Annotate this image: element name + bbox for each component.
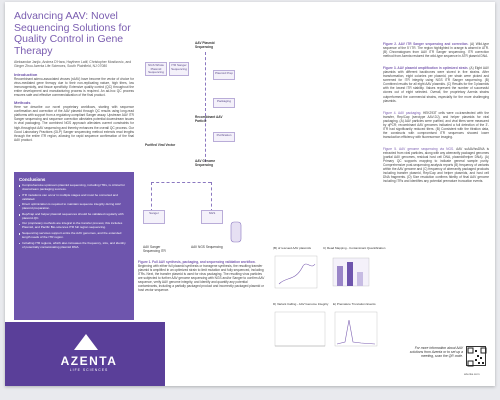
methods-text: Here we describe our novel proprietary workflows, starting with sequence confirmation and correction of the AAV plasmid through QC results using long-read platforms with support from a regulatory-compliant Sanger assay. Upstream AAV ITR Sanger sequencing and sequence correction alleviates potential downstream issues in viral packaging. The combined NGS approach alleviates current constraints for high-throughput AAV sequencing and thereby enhances the overall QC process. Our Good Laboratory Practices (GLP) Sanger sequencing method extends read lengths through the entire ITR region, allowing for rapid sequence confirmation of the final AAV product.	[14, 105, 134, 142]
flow-branch-line	[151, 182, 211, 183]
chart-c	[323, 254, 381, 294]
methods-heading: Methods	[14, 100, 31, 106]
list-item: Including ITR regions, which also increases the frequency, size, and identity of potentially contaminating plasmid DNA.	[19, 242, 129, 250]
intro-heading: Introduction	[14, 71, 38, 77]
chart-d-title: D) Variant Calling - AAV Genome Integrity	[273, 302, 329, 306]
node-ngs: NGS	[201, 210, 223, 224]
workflow-diagram	[143, 10, 268, 258]
brand-subtitle: LIFE SCIENCES	[69, 368, 109, 372]
list-item: Rep/Cap and helper plasmid sequences should be validated regularly with plasmid-QC.	[19, 213, 129, 221]
node-ngs-whole-plasmid: NGS Whole Plasmid Sequencing	[145, 62, 167, 76]
label-aav-plasmid: AAV Plasmid Sequencing	[195, 41, 215, 49]
chart-e	[331, 308, 381, 352]
qr-code-icon[interactable]	[466, 346, 486, 366]
qr-note: For more information about AAV solutions from Azenta or to set up a meeting, scan the QR code.	[409, 346, 463, 359]
conclusions-box	[14, 172, 134, 320]
figure3-lead: Figure 3. AAV plasmid amplification in optimized strain.	[383, 66, 469, 71]
chart-e-title: E) Premature Truncation Events	[333, 302, 376, 306]
node-sanger: Sanger	[143, 210, 165, 224]
list-item: Comprehensive upstream plasmid sequencing, including ITRs, is critical for downstream packaging success.	[19, 184, 129, 192]
label-aav-genome: AAV Genome Sequencing	[195, 159, 216, 167]
conclusions-list	[19, 184, 129, 249]
figure1-lead: Figure 1. Full AAV synthesis, packaging, and sequencing validation workflow.	[138, 260, 256, 264]
brand-block	[14, 322, 154, 386]
node-packaging: Packaging	[213, 98, 235, 108]
flow-line	[211, 182, 212, 212]
figure4-text: HEK293T cells were co-transfected with the transfer, Rep/Cap (serotype AAV-DJ), and helper plasmids for viral packaging. (A) AAV particles were purified, and viral titers were measured by qPCR; recombinant AAV genomes indicated a full detection of the 3'-ITR had significantly reduced titers. (B) Consistent with the titration data, the constructs with compromised ITR sequences showed lower transduction efficiency with fluorescence imaging.	[383, 110, 489, 139]
node-plasmid-prep: Plasmid Prep	[213, 70, 235, 80]
figure3-caption	[383, 66, 489, 102]
figure2-lead: Figure 2. AAV ITR Sanger sequencing and correction.	[383, 42, 469, 46]
figure2-text: (A) Wild-type sequence of the 5' ITR. The region highlighted in orange is absent in ATR. (B) Chromatogram from AAV ITR Sanger sequencing. ITR correction method from Azenta restored the wild-type sequence in ATR plasmid DNA.	[383, 42, 489, 59]
chart-b-title: (B) of rescued AAV plasmids	[273, 246, 311, 250]
label-sanger-itr: AAV Sanger Sequencing ITR	[143, 245, 166, 253]
label-purified: Purified Viral Vector	[145, 143, 176, 147]
flow-line	[205, 52, 206, 162]
figure5-text: AAV scAAV/ssDNA is extracted from viral particles, along with any aberrantly packaged genomes (partial AAV genomes, residual host cell DNA, plasmid/helper DNA). (A) Primary QC supports mapping to indicate general sample purity. Comprehensive post-sequencing analysis reports (B) frequency of variants within the AAV genome and (C) frequency of aberrantly packaged products including transfer plasmid, Rep/Cap and helper plasmids, and host cell DNA fragments. (D) Size resolution confirms fidelity of final AAV genome including ITRs and identifies any potential premature truncation events.	[383, 146, 489, 184]
intro-text: Recombinant adeno-associated viruses (rAAV) have become the vector of choice for virus-mediated gene therapy due to their non-replicating nature, high titres, low immunogenicity, and tissue specificity. Extensive quality control (QC) throughout the entire development and manufacturing process is required. An ad-hoc QC process ensures safe and effective commercialization of the final product.	[14, 76, 134, 97]
figure1-caption	[138, 260, 266, 292]
chart-b	[271, 252, 321, 294]
label-recombinant: Recombinant AAV Particle	[195, 115, 223, 123]
chart-d	[271, 308, 329, 352]
tube-icon	[225, 220, 247, 246]
qr-url[interactable]: azenta.com	[464, 372, 480, 376]
list-item: Our proprietary methods are integral to the transfer process; this includes Plasmid, and Pacific Bio-sciences ITR full region sequencing.	[19, 222, 129, 230]
poster	[5, 2, 495, 386]
poster-title: Advancing AAV: Novel Sequencing Solutions for Quality Control in Gene Therapy	[14, 10, 131, 57]
node-itr-sanger: ITR Sanger Sequencing	[169, 62, 189, 76]
conclusions-heading: Conclusions	[19, 177, 46, 182]
list-item: ITR mutations can occur in multiple stages and must be corrected and validated.	[19, 194, 129, 202]
node-purification: Purification	[213, 132, 235, 142]
qr-pattern	[467, 347, 487, 367]
list-item: Direct optimization is required to maintain sequence integrity during AAV plasmid preparation.	[19, 203, 129, 211]
label-ngs-seq: AAV NGS Sequencing	[191, 245, 223, 249]
figure3-text: (A) Eight AAV plasmids with different backbones were stored in five strains. After transformation, eight colonies per plasmid, per strain were picked and screened for ITR integrity using NGS ITR Sanger sequencing. (B) Combined results for all eight AAV plasmids. (C) Results for the 3 plasmids with the lowest ITR stability. Values represent the number of successful clones out of eight selected. Overall, the proprietary Azenta strains outperformed the commercial strains, especially for the more challenging plasmids.	[383, 66, 490, 103]
azenta-logo-icon	[74, 334, 98, 350]
author-list: Aleksandar Janjic, Andrea D'Hara, Haythem Latif, Christopher Mostizovic, and Ginger Zhou Azenta Life Sciences, South Plainfield, NJ 07080	[14, 60, 132, 69]
figure4-caption	[383, 111, 489, 139]
chart-c-title: C) Read Mapping - Contaminant Quantification	[323, 246, 386, 250]
flow-line	[151, 182, 152, 212]
list-item: Sequencing services support entire the AAV genomes, and the extended length reads of the ITR region.	[19, 232, 129, 240]
figure1-text: Beginning with either full plasmid synthesis or transgene synthesis, the resulting transfer plasmid is amplified in an optimized strain to limit mutation and fully sequenced, including ITRs. Next, the transfer plasmid is used for virus packaging. The resulting virus particles are subjected to further AAV genome sequencing with NGS and/or Sanger to confirm AAV sequence, verify AAV genome integrity, and identify and quantify any potential contaminants, including a partially packaged product and incorrectly packaged plasmid or host vector sequence.	[138, 264, 265, 292]
figure4-lead: Figure 4. AAV packaging.	[383, 110, 422, 115]
figure5-caption	[383, 147, 489, 183]
figure5-lead: Figure 5. AAV genome sequencing via NGS.	[383, 146, 454, 151]
brand-name: AZENTA	[60, 354, 118, 368]
right-column	[383, 42, 489, 191]
left-column	[14, 11, 134, 142]
figure2-caption	[383, 42, 489, 58]
